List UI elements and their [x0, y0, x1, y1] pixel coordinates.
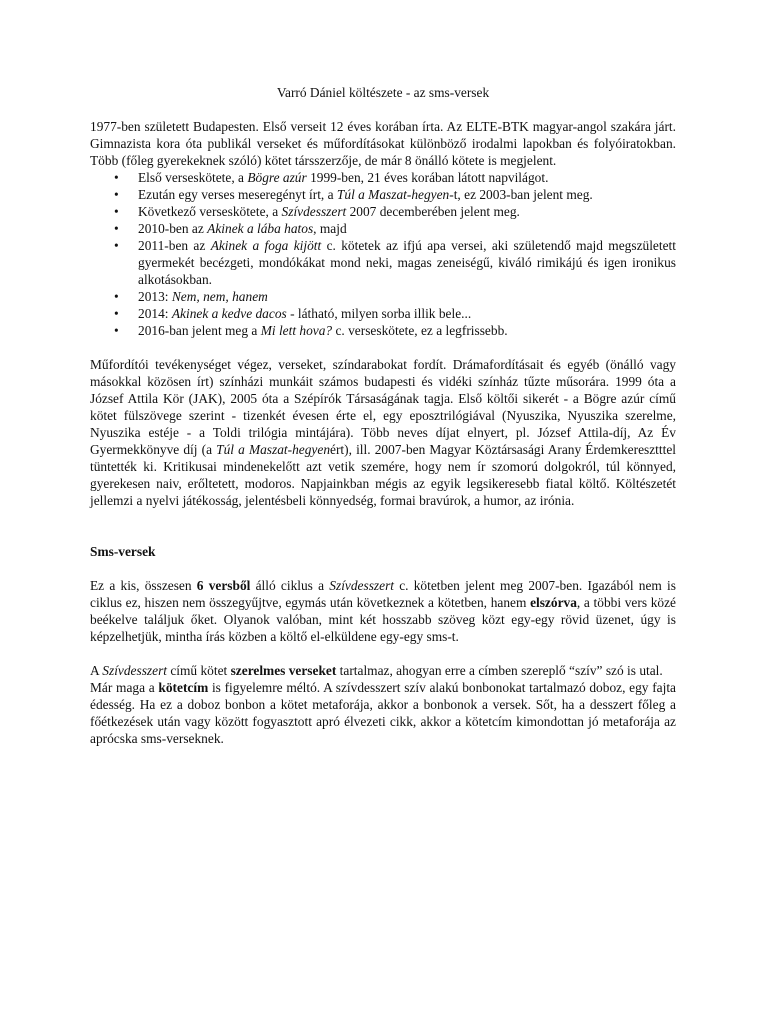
works-list: [90, 169, 676, 339]
sms-paragraph-2: A Szívdesszert című kötet szerelmes verseket tartalmaz, ahogyan erre a címben szereplő “szív” szó is utal.: [90, 663, 663, 678]
bullet-icon: •: [114, 170, 119, 185]
list-item: • 2014: Akinek a kedve dacos - látható, milyen sorba illik bele...: [114, 306, 472, 321]
bullet-icon: •: [114, 289, 119, 304]
list-item: • 2010-ben az Akinek a lába hatos, majd: [114, 221, 347, 236]
bullet-icon: •: [114, 221, 119, 236]
document-title: Varró Dániel költészete - az sms-versek: [276, 85, 490, 100]
document-page: [90, 84, 676, 747]
list-item: • Első verseskötete, a Bögre azúr 1999-ben, 21 éves korában látott napvilágot.: [114, 170, 549, 185]
bullet-icon: •: [114, 204, 119, 219]
bullet-icon: •: [114, 323, 119, 338]
sms-paragraph-3: Már maga a kötetcím is figyelemre méltó. A szívdesszert szív alakú bonbonokat tartalmazó doboz, egy fajta édesség. Ha ez a doboz bonbon a kötet metaforája, akkor a bonbonok a versek. Sőt, ha a desszert főleg a főétkezések után vagy között fogyasztott apró élvezeti cikk, akkor a kötetcím kimondottan jó metaforája az aprócska sms-verseknek.: [90, 680, 676, 746]
career-paragraph: Műfordítói tevékenységet végez, verseket, színdarabokat fordít. Drámafordításait és egyéb (önálló vagy másokkal közösen írt) színházi munkáit számos budapesti és vidéki színház tűzte műsorára. 1999 óta a József Attila Kör (JAK), 2005 óta a Szépírók Társaságának tagja. Első költői sikerét - a Bögre azúr című kötet fülszövege szerint - tizenkét évesen érte el, egy eposztrilógiával (Nyuszika, Nyuszika szerelme, Nyuszika estéje - a Toldi trilógia mintájára). Több neves díjat elnyert, pl. József Attila-díj, Az Év Gyermekkönyve díj (a Túl a Maszat-hegyenért), ill. 2007-ben Magyar Köztársasági Arany Érdemkeresztttel tüntették ki. Kritikusai mindenekelőtt azt vetik szemére, hogy nem ír szomorú dolgokról, túl könnyed, gyerekesen naiv, erőltetett, modoros. Napjainkban mégis az egyik legsikeresebb fiatal költő. Költészetét jellemzi a nyelvi játékosság, jelentésbeli könnyedség, formai bravúrok, a humor, az irónia.: [90, 357, 677, 508]
list-item: • Ezután egy verses meseregényt írt, a Túl a Maszat-hegyen-t, ez 2003-ban jelent meg.: [114, 187, 593, 202]
bullet-icon: •: [114, 238, 119, 253]
list-item: • Következő verseskötete, a Szívdesszert 2007 decemberében jelent meg.: [114, 204, 520, 219]
sms-paragraph-1: Ez a kis, összesen 6 versből álló ciklus a Szívdesszert c. kötetben jelent meg 2007-ben. Igazából nem is ciklus ez, hiszen nem összegyűjtve, egymás után következnek a kötetben, hanem elszórva, a többi vers közé beékelve találjuk őket. Olyanok valóban, mint két hosszabb szöveg közt egy-egy rövid üzenet, úgy is képzelhetjük, mintha írás közben a költő el-elküldene egy-egy sms-t.: [90, 578, 676, 644]
bullet-icon: •: [114, 306, 119, 321]
list-item: • 2011-ben az Akinek a foga kijött c. kötetek az ifjú apa versei, aki születendő majd megszületett gyermekét becézgeti, mondókákat mond neki, magas zeneiségű, kiváló rimikájú és igen ironikus alkotásokban.: [114, 238, 676, 287]
intro-paragraph: 1977-ben született Budapesten. Első verseit 12 éves korában írta. Az ELTE-BTK magyar-angol szakára járt. Gimnazista kora óta publikál verseket és műfordításokat különböző irodalmi lapokban és folyóiratokban. Több (főleg gyerekeknek szóló) kötet társszerzője, de már 8 önálló kötete is megjelent.: [90, 119, 676, 168]
section-heading: Sms-versek: [90, 544, 156, 559]
bullet-icon: •: [114, 187, 119, 202]
list-item: • 2016-ban jelent meg a Mi lett hova? c. verseskötete, ez a legfrissebb.: [114, 323, 508, 338]
list-item: • 2013: Nem, nem, hanem: [114, 289, 268, 304]
